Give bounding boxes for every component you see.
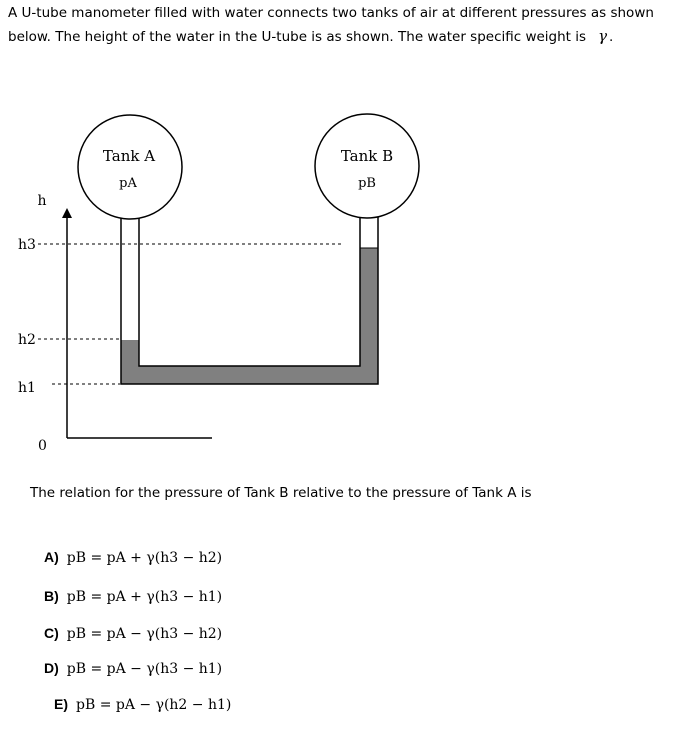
option-e-letter: E) — [54, 696, 68, 712]
tank-b-label: Tank B — [340, 147, 394, 165]
option-c-formula: pB = pA − γ(h3 − h2) — [66, 626, 223, 642]
tank-a-label: Tank A — [102, 147, 156, 165]
water-right-column — [360, 248, 378, 384]
water-bottom-leg — [121, 366, 378, 384]
label-zero: 0 — [38, 438, 47, 454]
u-tube — [121, 212, 378, 384]
axis-label-h: h — [37, 193, 47, 209]
option-a-formula: pB = pA + γ(h3 − h2) — [66, 550, 223, 566]
option-e-formula: pB = pA − γ(h2 − h1) — [76, 697, 232, 713]
option-b-formula: pB = pA + γ(h3 − h1) — [66, 589, 223, 605]
label-h2: h2 — [18, 332, 36, 348]
tank-b — [315, 114, 419, 218]
option-b[interactable] — [44, 588, 222, 605]
option-e[interactable] — [54, 696, 231, 713]
option-d-letter: D) — [44, 660, 59, 676]
option-a[interactable] — [44, 549, 222, 566]
option-b-letter: B) — [44, 588, 59, 604]
tank-a-pressure: pA — [119, 176, 137, 191]
option-d-formula: pB = pA − γ(h3 − h1) — [66, 661, 223, 677]
option-a-letter: A) — [44, 549, 59, 565]
option-c-letter: C) — [44, 625, 59, 641]
option-c[interactable] — [44, 625, 222, 642]
statement-period: . — [609, 29, 614, 45]
tank-a — [78, 115, 182, 219]
question-text: The relation for the pressure of Tank B relative to the pressure of Tank A is — [30, 485, 532, 501]
label-h3: h3 — [18, 237, 36, 253]
option-d[interactable] — [44, 660, 222, 677]
height-axis-arrow — [62, 208, 72, 218]
tank-b-pressure: pB — [358, 176, 376, 191]
label-h1: h1 — [18, 380, 36, 396]
gamma-symbol: γ — [598, 27, 608, 45]
problem-text: A U-tube manometer filled with water connects two tanks of air at different pressures as shown below. The height of the water in the U-tube is as shown. The water specific weight is — [8, 5, 654, 45]
